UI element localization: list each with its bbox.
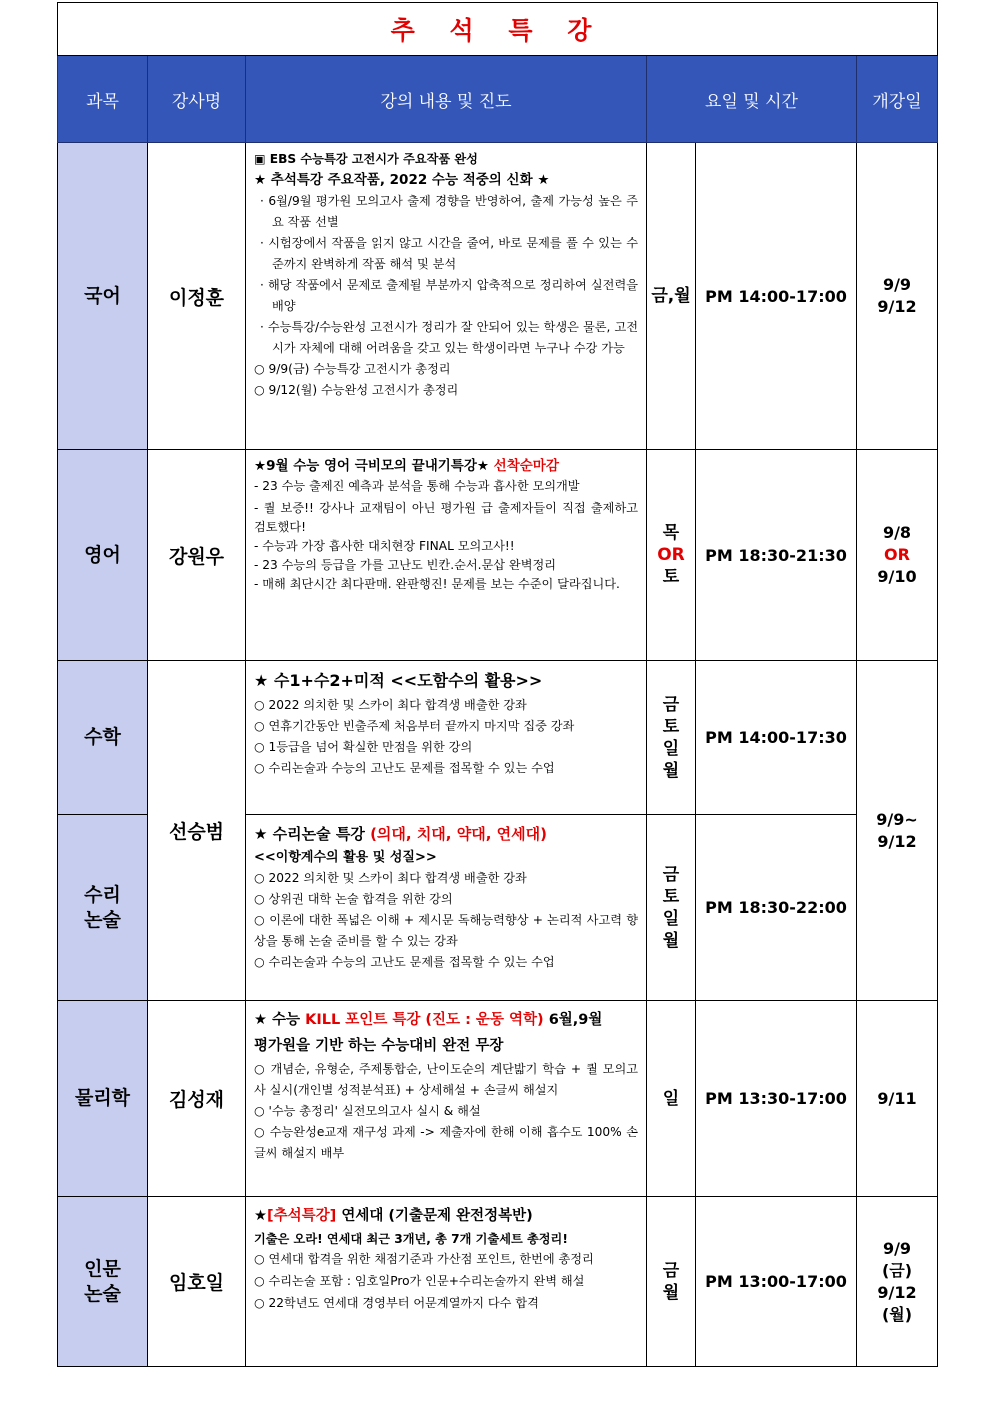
header-subject: 과목 [58,56,148,143]
days-line: 일 [662,908,680,929]
subject-cell: 영어 [58,450,148,661]
start-date-line: (월) [881,1304,913,1324]
content-line: - 수능과 가장 흡사한 대치현장 FINAL 모의고사!! [254,539,515,553]
headline-text: ★ [254,1208,267,1224]
headline-highlight: [추석특강] [267,1208,337,1224]
start-date-cell [857,661,938,1001]
content-headline [254,456,638,477]
days-line: 금 [662,1260,680,1281]
days-line: 월 [662,1282,680,1303]
content-line: ○ '수능 총정리' 실전모의고사 실시 & 해설 [254,1104,481,1118]
start-date-cell [857,143,938,450]
content-line: ○ 수리논술과 수능의 고난도 문제를 접목할 수 있는 수업 [254,955,555,969]
start-date-cell: 9/11 [857,1001,938,1197]
time-cell: PM 18:30-21:30 [696,450,857,661]
row-english [58,450,938,661]
content-line: · 수능특강/수능완성 고전시가 정리가 잘 안되어 있는 학생은 물론, 고전시가 자체에 대해 어려움을 갖고 있는 학생이라면 누구나 수강 가능 [260,320,638,355]
content-line: ○ 2022 의치한 및 스카이 최다 합격생 배출한 강좌 [254,871,527,885]
headline-text: 6월,9월 [543,1012,603,1028]
headline-text: ★ 수능 [254,1012,306,1028]
content-cell [246,143,647,450]
row-physics [58,1001,938,1197]
content-line: - 23 수능 출제진 예측과 분석을 통해 수능과 흡사한 모의개발 [254,479,580,493]
content-headline [254,1203,638,1229]
headline-text: ★9월 수능 영어 극비모의 끝내기특강★ [254,458,489,474]
days-line: 금 [662,694,680,715]
days-cell: 금,월 [647,143,696,450]
days-cell [647,1197,696,1367]
days-cell: 일 [647,1001,696,1197]
row-korean [58,143,938,450]
start-date-line: 9/9 [882,1238,912,1258]
schedule-document [57,2,937,1367]
content-line: ○ 9/12(월) 수능완성 고전시가 총정리 [254,383,459,397]
content-line: ○ 22학년도 연세대 경영부터 어문계열까지 다수 합격 [254,1296,539,1310]
time-cell: PM 14:00-17:30 [696,661,857,815]
time-cell: PM 18:30-22:00 [696,815,857,1001]
schedule-table [57,2,938,1367]
content-line: ○ 9/9(금) 수능특강 고전시가 총정리 [254,362,451,376]
subject-cell: 물리학 [58,1001,148,1197]
start-date-cell [857,1197,938,1367]
content-line: - 23 수능의 등급을 가를 고난도 빈칸.순서.문삽 완벽정리 [254,558,557,572]
subject-cell: 국어 [58,143,148,450]
headline-text: ★ 수리논술 특강 [254,825,371,843]
content-line: ○ 연세대 합격을 위한 채점기준과 가산점 포인트, 한번에 총정리 [254,1252,594,1266]
days-line: 목 [662,523,680,543]
header-teacher: 강사명 [148,56,246,143]
subject-line: 논술 [84,908,121,931]
content-line: ★ 추석특강 주요작품, 2022 수능 적중의 신화 ★ [254,172,550,188]
content-line: ○ 이론에 대한 폭넓은 이해 + 제시문 독해능력향상 + 논리적 사고력 향상을 통해 논술 준비를 할 수 있는 강좌 [254,913,638,948]
teacher-cell: 강원우 [148,450,246,661]
days-line: 토 [662,886,680,907]
subject-cell [58,1197,148,1367]
days-line: 월 [662,930,680,951]
content-line: - 매해 최단시간 최다판매. 완판행진! 문제를 보는 수준이 달라집니다. [254,577,620,591]
subject-cell: 수학 [58,661,148,815]
content-line: · 6월/9월 평가원 모의고사 출제 경향을 반영하여, 출제 가능성 높은 주요 작품 선별 [260,194,638,229]
days-line: 월 [662,760,680,781]
header-schedule: 요일 및 시간 [647,56,857,143]
time-cell: PM 13:30-17:00 [696,1001,857,1197]
content-headline-2: 평가원을 기반 하는 수능대비 완전 무장 [254,1038,504,1054]
start-date-cell [857,450,938,661]
headline-text: 연세대 (기출문제 완전정복반) [336,1208,533,1224]
teacher-cell: 임호일 [148,1197,246,1367]
days-cell [647,661,696,815]
content-cell [246,661,647,815]
row-math [58,661,938,815]
days-cell [647,815,696,1001]
start-date-line: 9/12 [877,297,917,316]
page-title: 추 석 특 강 [58,3,938,56]
headline-highlight: (의대, 치대, 약대, 연세대) [370,825,547,843]
subject-line: 인문 [84,1257,121,1280]
subject-cell [58,815,148,1001]
teacher-cell: 김성재 [148,1001,246,1197]
teacher-cell: 이정훈 [148,143,246,450]
content-line: ▣ EBS 수능특강 고전시가 주요작품 완성 [254,152,478,166]
days-line: 토 [662,567,680,587]
start-date-line: 9/12 [877,831,917,851]
start-date-line: 9/10 [877,567,917,586]
content-line: · 해당 작품에서 문제로 출제될 부분까지 압축적으로 정리하여 실전력을 배양 [260,278,638,313]
content-cell [246,1001,647,1197]
content-line: ○ 개념순, 유형순, 주제통합순, 난이도순의 계단밟기 학습 + 퀄 모의고사 실시(개인별 성적분석표) + 상세해설 + 손글씨 해설지 [254,1062,638,1097]
content-line: ○ 1등급을 넘어 확실한 만점을 위한 강의 [254,740,473,754]
content-cell [246,1197,647,1367]
start-date-line: 9/9~ [876,809,918,829]
subject-line: 수리 [84,883,121,906]
header-row [58,56,938,143]
content-line: ○ 상위권 대학 논술 합격을 위한 강의 [254,892,453,906]
days-line: 금 [662,864,680,885]
content-line: ○ 수능완성e교재 재구성 과제 -> 제출자에 한해 이해 흡수도 100% 손글씨 해설지 배부 [254,1125,638,1160]
time-cell: PM 14:00-17:00 [696,143,857,450]
content-line: 기출은 오라! 연세대 최근 3개년, 총 7개 기출세트 총정리! [254,1232,568,1246]
content-headline [254,1007,638,1033]
content-line: - 퀄 보증!! 강사나 교재팀이 아닌 평가원 급 출제자들이 직접 출제하고 검토했다! [254,501,638,534]
content-subheadline: <<이항계수의 활용 및 성질>> [254,850,437,865]
content-headline [254,821,638,847]
days-line: 토 [662,716,680,737]
time-cell: PM 13:00-17:00 [696,1197,857,1367]
days-line: 일 [662,738,680,759]
headline-highlight: KILL 포인트 특강 (진도 : 운동 역학) [305,1012,544,1028]
row-humanities-essay [58,1197,938,1367]
days-line: OR [657,545,685,565]
start-date-line: 9/9 [882,275,912,294]
headline-highlight: 선착순마감 [488,458,559,474]
content-cell [246,450,647,661]
content-line: · 시험장에서 작품을 읽지 않고 시간을 줄여, 바로 문제를 풀 수 있는 수준까지 완벽하게 작품 해석 및 분석 [260,236,638,271]
start-date-line: (금) [881,1260,913,1280]
start-date-line: OR [884,545,910,564]
content-line: ○ 연휴기간동안 빈출주제 처음부터 끝까지 마지막 집중 강좌 [254,719,575,733]
content-line: ○ 2022 의치한 및 스카이 최다 합격생 배출한 강좌 [254,698,527,712]
header-start-date: 개강일 [857,56,938,143]
content-headline: ★ 수1+수2+미적 <<도함수의 활용>> [254,671,543,690]
header-content: 강의 내용 및 진도 [246,56,647,143]
teacher-cell: 선승범 [148,661,246,1001]
content-cell [246,815,647,1001]
days-cell [647,450,696,661]
content-line: ○ 수리논술 포함 : 임호일Pro가 인문+수리논술까지 완벽 해설 [254,1274,585,1288]
start-date-line: 9/8 [882,523,912,542]
start-date-line: 9/12 [877,1282,917,1302]
content-line: ○ 수리논술과 수능의 고난도 문제를 접목할 수 있는 수업 [254,761,555,775]
subject-line: 논술 [84,1282,121,1305]
